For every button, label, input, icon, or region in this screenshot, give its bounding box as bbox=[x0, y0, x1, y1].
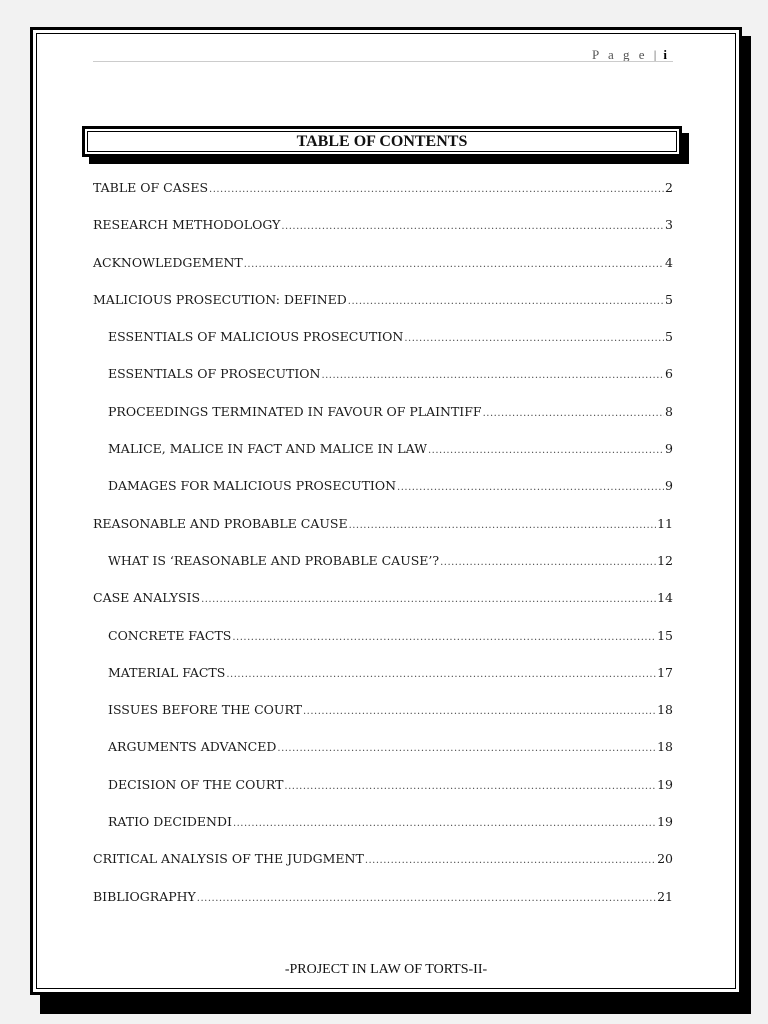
toc-leader-dots bbox=[232, 632, 656, 643]
toc-entry[interactable] bbox=[93, 814, 673, 851]
toc-entry[interactable] bbox=[93, 217, 673, 254]
toc-leader-dots bbox=[226, 669, 656, 680]
page-footer: -PROJECT IN LAW OF TORTS-II- bbox=[284, 962, 488, 977]
toc-entry[interactable] bbox=[93, 255, 673, 292]
document-page bbox=[30, 27, 742, 995]
toc-entry[interactable] bbox=[93, 329, 673, 366]
toc-entry-label: DECISION OF THE COURT bbox=[108, 776, 284, 792]
toc-entry-label: CONCRETE FACTS bbox=[108, 627, 232, 643]
toc-leader-dots bbox=[284, 781, 656, 792]
toc-entry-label: WHAT IS ‘REASONABLE AND PROBABLE CAUSE’? bbox=[108, 552, 440, 568]
toc-entry-page: 2 bbox=[665, 180, 673, 195]
toc-entry-label: RATIO DECIDENDI bbox=[108, 814, 232, 830]
header-divider bbox=[93, 61, 673, 62]
toc-entry-label: ESSENTIALS OF MALICIOUS PROSECUTION bbox=[108, 329, 404, 345]
toc-entry-page: 11 bbox=[657, 515, 673, 531]
toc-leader-dots bbox=[321, 370, 664, 381]
toc-entry-label: TABLE OF CASES bbox=[93, 180, 209, 195]
toc-entry-label: BIBLIOGRAPHY bbox=[93, 888, 196, 904]
toc-entry-page: 21 bbox=[657, 888, 673, 904]
toc-entry-label: MATERIAL FACTS bbox=[108, 664, 226, 680]
toc-list bbox=[93, 180, 673, 926]
toc-entry-label: DAMAGES FOR MALICIOUS PROSECUTION bbox=[108, 478, 397, 494]
toc-entry[interactable] bbox=[93, 553, 673, 590]
toc-entry[interactable] bbox=[93, 516, 673, 553]
toc-leader-dots bbox=[201, 594, 656, 605]
toc-entry-page: 6 bbox=[665, 366, 673, 382]
toc-entry[interactable] bbox=[93, 404, 673, 441]
toc-entry[interactable] bbox=[93, 478, 673, 515]
toc-entry-label: PROCEEDINGS TERMINATED IN FAVOUR OF PLAINTIFF bbox=[108, 403, 482, 419]
toc-entry[interactable] bbox=[93, 441, 673, 478]
toc-entry-label: ARGUMENTS ADVANCED bbox=[108, 739, 277, 755]
toc-leader-dots bbox=[483, 408, 664, 419]
toc-leader-dots bbox=[365, 855, 656, 866]
title-box bbox=[82, 126, 682, 157]
toc-entry[interactable] bbox=[93, 180, 673, 217]
toc-entry-label: REASONABLE AND PROBABLE CAUSE bbox=[93, 515, 348, 531]
toc-entry[interactable] bbox=[93, 777, 673, 814]
toc-leader-dots bbox=[281, 221, 664, 232]
toc-entry-page: 14 bbox=[657, 590, 673, 606]
toc-leader-dots bbox=[397, 482, 664, 493]
page-label: P a g e | bbox=[591, 47, 660, 62]
toc-entry-page: 18 bbox=[657, 702, 673, 718]
toc-entry-page: 18 bbox=[657, 739, 673, 755]
toc-entry-label: ESSENTIALS OF PROSECUTION bbox=[108, 366, 321, 382]
toc-entry-page: 12 bbox=[657, 552, 673, 568]
toc-entry-label: MALICIOUS PROSECUTION: DEFINED bbox=[93, 291, 347, 307]
toc-entry-page: 9 bbox=[665, 478, 673, 494]
toc-entry-label: ACKNOWLEDGEMENT bbox=[93, 254, 243, 270]
toc-leader-dots bbox=[209, 184, 664, 195]
toc-entry-page: 5 bbox=[665, 291, 673, 307]
toc-entry-page: 17 bbox=[657, 664, 673, 680]
toc-entry-page: 19 bbox=[657, 776, 673, 792]
toc-entry[interactable] bbox=[93, 292, 673, 329]
toc-entry-label: ISSUES BEFORE THE COURT bbox=[108, 702, 302, 718]
toc-entry-page: 15 bbox=[657, 627, 673, 643]
toc-entry[interactable] bbox=[93, 590, 673, 627]
toc-entry[interactable] bbox=[93, 702, 673, 739]
toc-leader-dots bbox=[404, 333, 664, 344]
toc-entry-label: CRITICAL ANALYSIS OF THE JUDGMENT bbox=[93, 851, 364, 867]
toc-entry[interactable] bbox=[93, 665, 673, 702]
toc-leader-dots bbox=[440, 557, 656, 568]
toc-entry[interactable] bbox=[93, 889, 673, 926]
toc-leader-dots bbox=[233, 818, 656, 829]
toc-entry-page: 19 bbox=[657, 814, 673, 830]
toc-entry[interactable] bbox=[93, 739, 673, 776]
toc-title: TABLE OF CONTENTS bbox=[87, 131, 677, 152]
toc-leader-dots bbox=[197, 893, 656, 904]
toc-entry-page: 8 bbox=[665, 403, 673, 419]
toc-entry-label: MALICE, MALICE IN FACT AND MALICE IN LAW bbox=[108, 441, 427, 457]
toc-leader-dots bbox=[277, 743, 656, 754]
toc-entry-page: 4 bbox=[665, 254, 673, 270]
toc-entry-page: 9 bbox=[665, 441, 673, 457]
toc-entry-page: 20 bbox=[657, 851, 673, 867]
toc-leader-dots bbox=[303, 706, 656, 717]
toc-entry-page: 3 bbox=[665, 217, 673, 233]
toc-entry[interactable] bbox=[93, 628, 673, 665]
toc-entry[interactable] bbox=[93, 851, 673, 888]
toc-entry-label: RESEARCH METHODOLOGY bbox=[93, 217, 281, 233]
toc-leader-dots bbox=[244, 259, 664, 270]
toc-entry[interactable] bbox=[93, 366, 673, 403]
page-number: i bbox=[663, 47, 667, 62]
toc-leader-dots bbox=[428, 445, 664, 456]
toc-leader-dots bbox=[348, 296, 664, 307]
toc-entry-page: 5 bbox=[665, 329, 673, 345]
toc-leader-dots bbox=[349, 520, 657, 531]
toc-entry-label: CASE ANALYSIS bbox=[93, 590, 201, 606]
